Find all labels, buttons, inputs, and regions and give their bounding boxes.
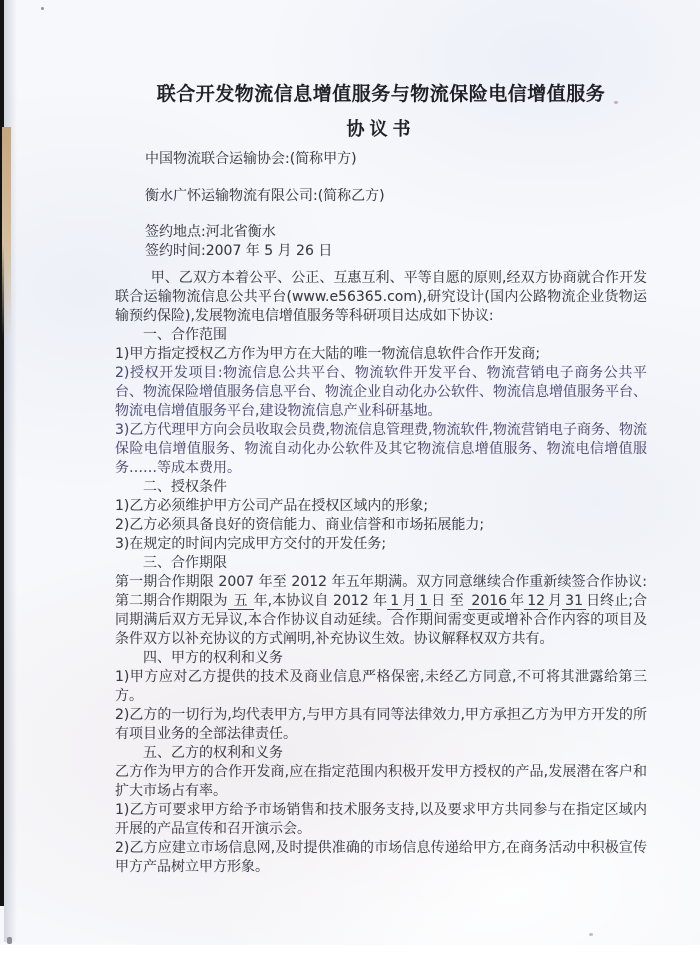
term-text: 日终止;合同期满后双方无异议,本合作协议自动延续。合作期间需变更或增补合作内容的项目及条件双方以补充协议的方式阐明,补充协议生效。协议解释权双方共有。 [115, 593, 648, 647]
section-4-item-2: 2)乙方的一切行为,均代表甲方,与甲方具有同等法律效力,甲方承担乙方为甲方开发的所有项目业务的全部法律责任。 [115, 707, 647, 742]
signing-date-line: 签约时间:2007 年 5 月 26 日 [145, 243, 333, 259]
term-text: 年 [510, 593, 525, 609]
section-1-item-1: 1)甲方指定授权乙方作为甲方在大陆的唯一物流信息软件合作开发商; [115, 346, 541, 362]
term-paragraph [115, 573, 647, 649]
contract-body [115, 0, 647, 877]
scan-speck [7, 937, 12, 944]
section-2-heading: 二、授权条件 [143, 479, 227, 495]
scan-speck [589, 933, 593, 936]
party-a-line: 中国物流联合运输协会:(简称甲方) [145, 151, 357, 167]
contract-title: 联合开发物流信息增值服务与物流保险电信增值服务 [156, 83, 606, 105]
underlined-end-day: 31 [562, 593, 586, 610]
term-text: 月 [402, 593, 417, 609]
section-5-heading: 五、乙方的权利和义务 [143, 745, 283, 761]
underlined-end-year: 2016 [468, 593, 510, 610]
preamble-paragraph: 甲、乙双方本着公平、公正、互惠互利、平等自愿的原则,经双方协商就合作开发联合运输物流信息公共平台(www.e56365.com),研究设计(国内公路物流企业货物运输预约保险),发展物流电信增值服务等科研项目达成如下协议: [115, 270, 647, 324]
section-1-item-3: 3)乙方代理甲方向会员收取会员费,物流信息管理费,物流软件,物流营销电子商务、物流保险电信增值服务、物流自动化办公软件及其它物流信息增值服务、物流电信增值服务……等成本费用。 [115, 422, 647, 476]
term-text: 第一期合作期限 2007 年至 2012 年五年期满。双方同意继续合作重新续签合作协议:第二期合作期限为 [115, 574, 647, 609]
underlined-start-day: 1 [416, 593, 431, 610]
section-4-heading: 四、甲方的权利和义务 [143, 650, 283, 666]
term-text: 月 [548, 593, 563, 609]
section-5-item-2: 2)乙方应建立市场信息网,及时提供准确的市场信息传递给甲方,在商务活动中积极宣传甲方产品树立甲方形象。 [115, 840, 647, 875]
section-2-item-3: 3)在规定的时间内完成甲方交付的开发任务; [115, 536, 387, 552]
scanner-bed-strip [0, 945, 700, 964]
section-1-heading: 一、合作范围 [143, 327, 227, 343]
section-4-item-1: 1)甲方应对乙方提供的技术及商业信息严格保密,未经乙方同意,不可将其泄露给第三方。 [115, 669, 647, 704]
scan-speck [41, 7, 44, 10]
signing-place-line: 签约地点:河北省衡水 [145, 224, 276, 240]
term-text: 年,本协议自 2012 年 [253, 593, 388, 609]
section-5-intro: 乙方作为甲方的合作开发商,应在指定范围内积极开发甲方授权的产品,发展潜在客户和扩大市场占有率。 [115, 764, 647, 799]
section-1-item-2: 2)授权开发项目:物流信息公共平台、物流软件开发平台、物流营销电子商务公共平台、物流保险增值服务信息平台、物流企业自动化办公软件、物流信息增值服务平台、物流电信增值服务平台,建设物流信息产业科研基地。 [115, 365, 647, 419]
section-3-heading: 三、合作期限 [143, 555, 227, 571]
party-b-line: 衡水广怀运输物流有限公司:(简称乙方) [145, 188, 385, 204]
term-text: 日 至 [431, 593, 464, 609]
section-5-item-1: 1)乙方可要求甲方给予市场销售和技术服务支持,以及要求甲方共同参与在指定区域内开展的产品宣传和召开演示会。 [115, 802, 647, 837]
section-2-item-1: 1)乙方必须维护甲方公司产品在授权区域内的形象; [115, 498, 429, 514]
section-2-item-2: 2)乙方必须具备良好的资信能力、商业信誉和市场拓展能力; [115, 517, 485, 533]
scan-edge-tape-mark [2, 127, 11, 339]
underlined-term-years: 五 [228, 593, 254, 610]
underlined-end-month: 12 [524, 593, 548, 610]
underlined-start-month: 1 [387, 593, 402, 610]
contract-subtitle: 协议书 [346, 119, 416, 140]
